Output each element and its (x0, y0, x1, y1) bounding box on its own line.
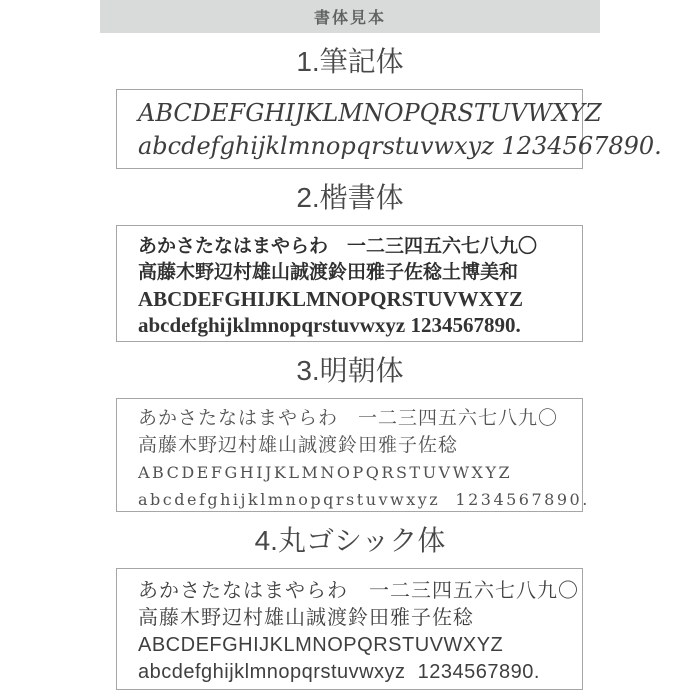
section-title-kaisho: 2.楷書体 (296, 182, 404, 213)
header-bar (100, 0, 600, 33)
sample-box-mincho (116, 398, 590, 512)
kanji-line: 高藤木野辺村雄山誠渡鈴田雅子佐稔土博美和 (138, 262, 519, 283)
section-maru-gothic (100, 524, 600, 690)
section-script (100, 45, 662, 169)
section-title-mincho: 3.明朝体 (296, 355, 404, 386)
section-title-script: 1.筆記体 (296, 46, 404, 77)
latin-lowercase-numbers-line: abcdefghijklmnopqrstuvwxyz 1234567890. (138, 313, 521, 337)
latin-uppercase-line: ABCDEFGHIJKLMNOPQRSTUVWXYZ (138, 287, 524, 311)
latin-uppercase-line: ABCDEFGHIJKLMNOPQRSTUVWXYZ (138, 463, 513, 482)
latin-lowercase-numbers-line: abcdefghijklmnopqrstuvwxyz 1234567890. (138, 490, 590, 509)
page-title: 書体見本 (313, 10, 386, 27)
latin-uppercase-line: ABCDEFGHIJKLMNOPQRSTUVWXYZ (138, 99, 602, 127)
latin-lowercase-numbers-line: abcdefghijklmnopqrstuvwxyz 1234567890. (138, 132, 662, 160)
kanji-line: 高藤木野辺村雄山誠渡鈴田雅子佐稔 (138, 607, 474, 629)
latin-lowercase-numbers-line: abcdefghijklmnopqrstuvwxyz 1234567890. (138, 661, 540, 683)
section-kaisho (100, 181, 600, 342)
section-mincho (100, 354, 600, 512)
kanji-line: 高藤木野辺村雄山誠渡鈴田雅子佐稔 (138, 435, 459, 456)
kana-numerals-line: あかさたなはまやらわ 一二三四五六七八九〇 (138, 236, 538, 257)
kana-numerals-line: あかさたなはまやらわ 一二三四五六七八九〇 (138, 580, 579, 602)
sample-box-kaisho (116, 225, 583, 342)
latin-uppercase-line: ABCDEFGHIJKLMNOPQRSTUVWXYZ (138, 634, 504, 656)
sample-box-maru-gothic (116, 568, 583, 690)
sample-box-script (116, 89, 662, 169)
kana-numerals-line: あかさたなはまやらわ 一二三四五六七八九〇 (138, 408, 559, 429)
section-title-maru-gothic: 4.丸ゴシック体 (254, 525, 446, 556)
